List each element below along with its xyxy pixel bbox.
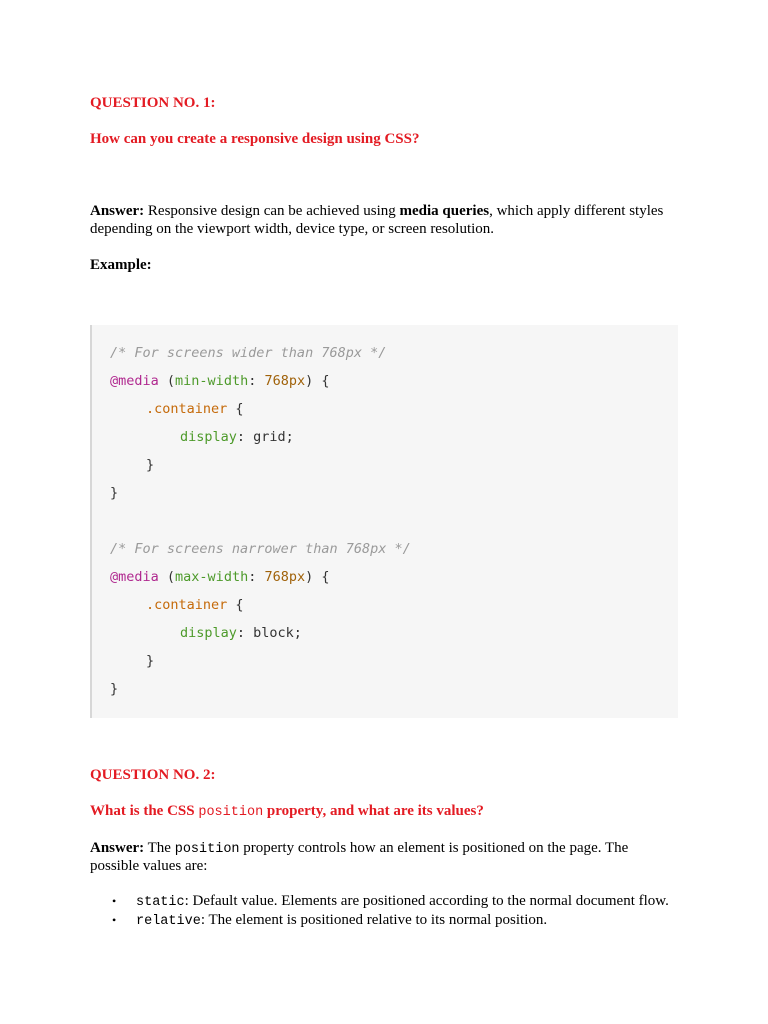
list-item [90, 892, 710, 911]
code-close-2b: } [110, 681, 119, 697]
answer-2-line-2: possible values are: [90, 858, 208, 874]
code-selector-1: .container { [146, 401, 244, 417]
code-decl-2: display: block; [180, 625, 302, 641]
question-2-text: What is the CSS position property, and what are its values? [90, 803, 484, 820]
question-2-heading: QUESTION NO. 2: [90, 767, 216, 783]
code-media-2: @media (max-width: 768px) { [110, 569, 330, 585]
code-block [90, 325, 678, 718]
code-decl-1: display: grid; [180, 429, 294, 445]
question-2-code-term: position [198, 805, 264, 820]
code-comment-1: /* For screens wider than 768px */ [110, 345, 387, 361]
answer-2-label: Answer: [90, 840, 145, 856]
code-close-2a: } [146, 653, 155, 669]
code-media-1: @media (min-width: 768px) { [110, 373, 330, 389]
list-item-text: : Default value. Elements are positioned according to the normal document flow. [184, 893, 669, 909]
answer-1-text-b: , which apply different styles [489, 203, 664, 219]
code-close-1a: } [146, 457, 155, 473]
bullet-icon: • [112, 913, 117, 927]
list-item-code: static [136, 895, 185, 910]
list-item [90, 911, 710, 930]
code-close-1b: } [110, 485, 119, 501]
answer-1-line-2: depending on the viewport width, device type, or screen resolution. [90, 221, 495, 237]
list-item-text: : The element is positioned relative to its normal position. [200, 912, 548, 928]
answer-1-text-a: Responsive design can be achieved using [144, 203, 400, 219]
code-selector-2: .container { [146, 597, 244, 613]
bullet-icon: • [112, 894, 117, 908]
code-comment-2: /* For screens narrower than 768px */ [110, 541, 411, 557]
answer-1-bold-term: media queries [399, 203, 490, 219]
answer-1-line-1 [90, 202, 690, 220]
question-1-text: How can you create a responsive design using CSS? [90, 131, 420, 147]
example-label: Example: [90, 257, 152, 273]
answer-1-label: Answer: [90, 203, 145, 219]
question-1-heading: QUESTION NO. 1: [90, 95, 216, 111]
answer-2-code-term: position [174, 842, 240, 857]
position-values-list [90, 892, 710, 930]
list-item-code: relative [136, 914, 201, 929]
answer-2-line-1: Answer: The position property controls how an element is positioned on the page. The [90, 840, 629, 857]
